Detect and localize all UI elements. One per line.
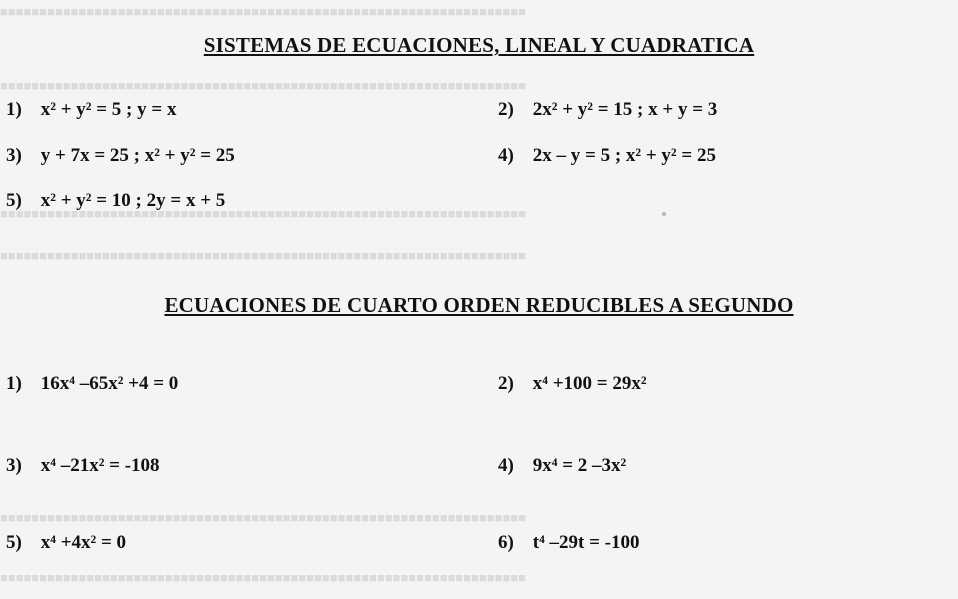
problem-equation: x⁴ –21x² = -108 (40, 455, 160, 476)
problem-1-2 (498, 99, 717, 121)
problem-2-1 (6, 373, 178, 395)
problem-equation: x⁴ +4x² = 0 (40, 532, 127, 553)
section-title-systems: SISTEMAS DE ECUACIONES, LINEAL Y CUADRATICA (203, 33, 755, 57)
problem-number: 3) (6, 145, 22, 166)
section-title-fourth-order: ECUACIONES DE CUARTO ORDEN REDUCIBLES A SEGUNDO (164, 293, 794, 317)
problem-number: 4) (498, 145, 514, 166)
problem-2-4 (498, 455, 626, 477)
problem-number: 2) (498, 99, 514, 120)
bleed-through-line: ■■■■■■■■■■■■■■■■■■■■■■■■■■■■■■■■■■■■■■■■■■■■■■■■■■■■■■■■■■■■■■■■■■■ (0, 4, 527, 19)
problem-equation: 16x⁴ –65x² +4 = 0 (40, 373, 179, 394)
problem-1-3 (6, 145, 235, 167)
problem-number: 3) (6, 455, 22, 476)
problem-equation: x² + y² = 5 ; y = x (40, 99, 177, 120)
problem-number: 4) (498, 455, 514, 476)
problem-number: 5) (6, 190, 22, 211)
bleed-through-line: ■■■■■■■■■■■■■■■■■■■■■■■■■■■■■■■■■■■■■■■■■■■■■■■■■■■■■■■■■■■■■■■■■■■ (0, 78, 527, 93)
problem-number: 1) (6, 373, 22, 394)
problem-equation: 9x⁴ = 2 –3x² (532, 455, 627, 476)
problem-number: 2) (498, 373, 514, 394)
problem-1-1 (6, 99, 176, 121)
problem-equation: t⁴ –29t = -100 (532, 532, 640, 553)
problem-1-5 (6, 190, 225, 212)
bleed-through-line: ■■■■■■■■■■■■■■■■■■■■■■■■■■■■■■■■■■■■■■■■■■■■■■■■■■■■■■■■■■■■■■■■■■■ (0, 570, 527, 585)
bleed-through-line: ■■■■■■■■■■■■■■■■■■■■■■■■■■■■■■■■■■■■■■■■■■■■■■■■■■■■■■■■■■■■■■■■■■■ (0, 510, 527, 525)
problem-equation: x² + y² = 10 ; 2y = x + 5 (40, 190, 226, 211)
problem-1-4 (498, 145, 716, 167)
ink-speck (662, 212, 666, 216)
problem-2-5 (6, 532, 126, 554)
problem-number: 5) (6, 532, 22, 553)
bleed-through-line: ■■■■■■■■■■■■■■■■■■■■■■■■■■■■■■■■■■■■■■■■■■■■■■■■■■■■■■■■■■■■■■■■■■■ (0, 206, 527, 221)
bleed-through-line: ■■■■■■■■■■■■■■■■■■■■■■■■■■■■■■■■■■■■■■■■■■■■■■■■■■■■■■■■■■■■■■■■■■■ (0, 248, 527, 263)
problem-number: 6) (498, 532, 514, 553)
problem-equation: 2x – y = 5 ; x² + y² = 25 (532, 145, 716, 166)
problem-equation: y + 7x = 25 ; x² + y² = 25 (40, 145, 235, 166)
problem-equation: 2x² + y² = 15 ; x + y = 3 (532, 99, 718, 120)
problem-equation: x⁴ +100 = 29x² (532, 373, 647, 394)
problem-2-2 (498, 373, 647, 395)
problem-2-6 (498, 532, 640, 554)
problem-number: 1) (6, 99, 22, 120)
problem-2-3 (6, 455, 160, 477)
